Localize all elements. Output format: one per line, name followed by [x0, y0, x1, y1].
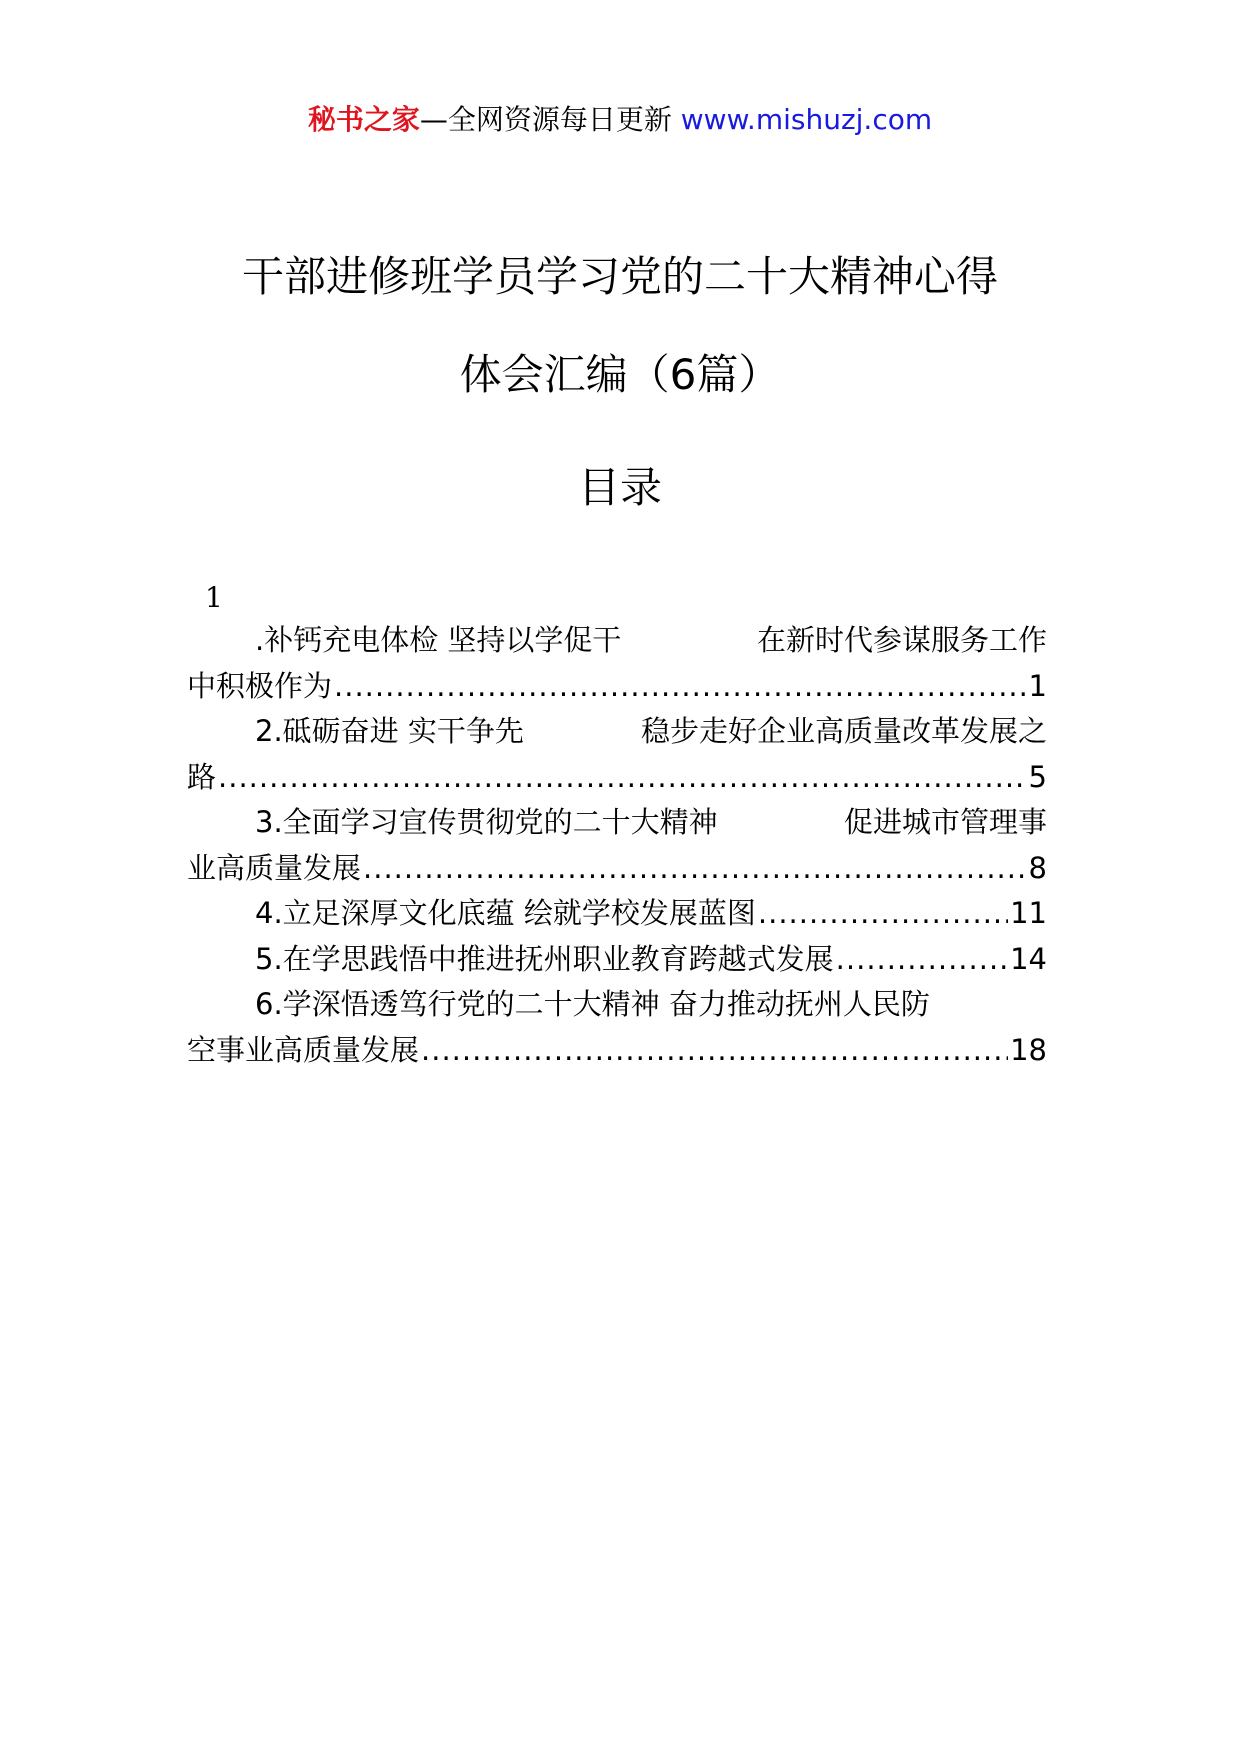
toc-entry-text: 空事业高质量发展: [187, 1032, 420, 1067]
toc-entry-4[interactable]: [187, 891, 1047, 937]
toc-page-number: 1: [1028, 668, 1047, 703]
site-brand: 秘书之家: [307, 103, 420, 136]
dot-leader: [218, 755, 1027, 801]
toc-entry-text: 促进城市管理事: [843, 805, 1047, 839]
toc-entry-text: 在新时代参谋服务工作: [756, 623, 1047, 657]
toc-entry-text: 稳步走好企业高质量改革发展之: [640, 714, 1047, 748]
toc-marker: 1: [205, 581, 223, 614]
toc-page-number: 14: [1010, 941, 1047, 976]
document-title: [0, 228, 1240, 424]
toc-entry-text: 业高质量发展: [187, 850, 362, 885]
table-of-contents: [187, 618, 1047, 1073]
dot-leader: [363, 846, 1027, 892]
title-line-1: 干部进修班学员学习党的二十大精神心得: [241, 252, 998, 301]
toc-page-number: 11: [1010, 896, 1047, 930]
site-header: [0, 100, 1240, 140]
toc-page-number: 18: [1010, 1032, 1047, 1067]
toc-heading: 目录: [577, 463, 662, 512]
toc-page-number: 5: [1028, 759, 1047, 794]
toc-entry-text: 路: [187, 759, 217, 794]
dot-leader: [758, 891, 1008, 937]
site-tagline: —全网资源每日更新: [419, 103, 681, 136]
toc-entry-2[interactable]: [187, 709, 1047, 800]
site-url-link[interactable]: www.mishuzj.com: [680, 103, 933, 136]
toc-entry-text: 5.在学思践悟中推进抚州职业教育跨越式发展: [255, 941, 834, 976]
toc-entry-1[interactable]: [187, 618, 1047, 709]
toc-entry-5[interactable]: [187, 937, 1047, 983]
toc-entry-6[interactable]: [187, 982, 1047, 1073]
toc-entry-text: 3.全面学习宣传贯彻党的二十大精神: [255, 805, 718, 839]
dot-leader: [334, 664, 1027, 710]
title-line-2: 体会汇编（6篇）: [459, 350, 781, 399]
toc-entry-text: 6.学深悟透笃行党的二十大精神 奋力推动抚州人民防: [255, 987, 930, 1021]
toc-entry-text: .补钙充电体检 坚持以学促干: [255, 623, 622, 657]
dot-leader: [836, 937, 1008, 983]
toc-entry-text: 2.砥砺奋进 实干争先: [255, 714, 524, 748]
dot-leader: [421, 1028, 1008, 1074]
toc-page-number: 8: [1028, 850, 1047, 885]
toc-entry-text: 4.立足深厚文化底蕴 绘就学校发展蓝图: [255, 896, 756, 930]
toc-entry-text: 中积极作为: [187, 668, 333, 703]
toc-entry-3[interactable]: [187, 800, 1047, 891]
